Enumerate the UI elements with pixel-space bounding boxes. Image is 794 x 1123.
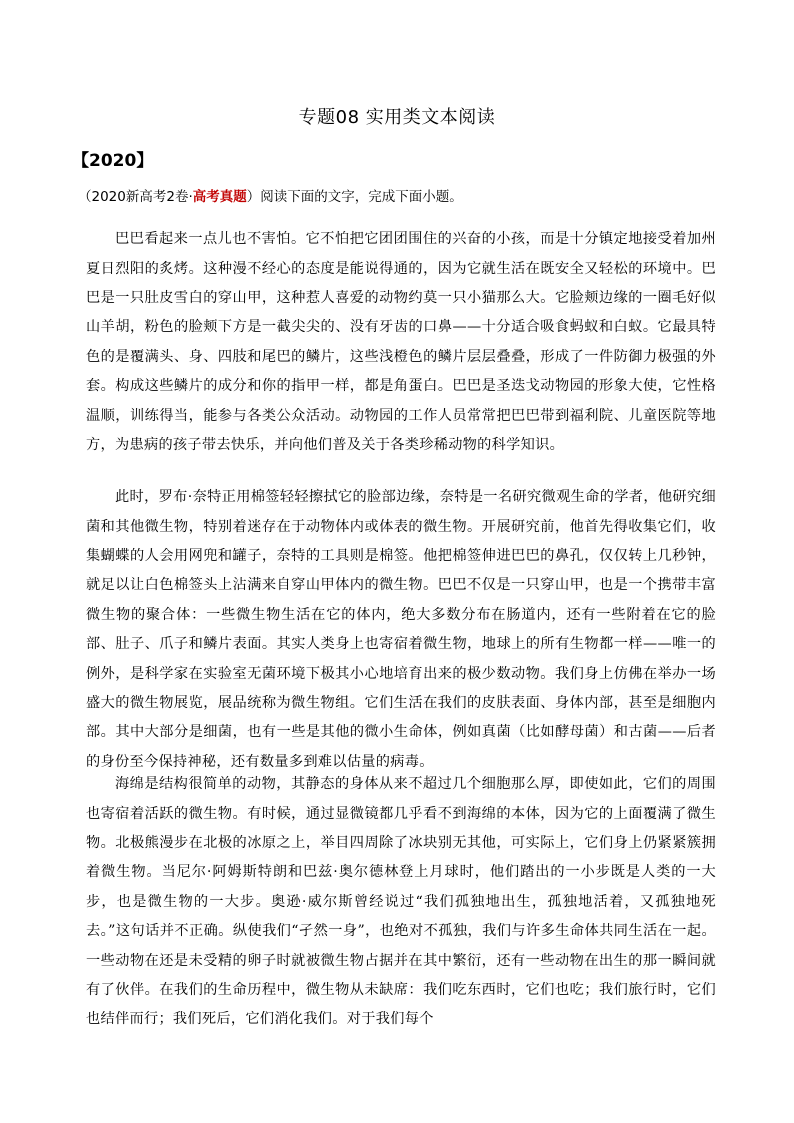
source-suffix: ）阅读下面的文字，完成下面小题。 <box>246 189 463 205</box>
page-title: 专题08 实用类文本阅读 <box>298 107 496 128</box>
passage-paragraph-1: 巴巴看起来一点儿也不害怕。它不怕把它团团围住的兴奋的小孩，而是十分镇定地接受着加州夏日烈阳的炙烤。这种漫不经心的态度是能说得通的，因为它就生活在既安全又轻松的环境中。巴巴是一只肚皮雪白的穿山甲，这种惹人喜爱的动物约莫一只小猫那么大。它脸颊边缘的一圈毛好似山羊胡，粉色的脸颊下方是一截尖尖的、没有牙齿的口鼻——十分适合吸食蚂蚁和白蚁。它最具特色的是覆满头、身、四肢和尾巴的鳞片，这些浅橙色的鳞片层层叠叠，形成了一件防御力极强的外套。构成这些鳞片的成分和你的指甲一样，都是角蛋白。巴巴是圣迭戈动物园的形象大使，它性格温顺，训练得当，能参与各类公众活动。动物园的工作人员常常把巴巴带到福利院、儿童医院等地方，为患病的孩子带去快乐，并向他们普及关于各类珍稀动物的科学知识。 <box>86 231 716 454</box>
passage-paragraph-2: 此时，罗布·奈特正用棉签轻轻擦拭它的脸部边缘，奈特是一名研究微观生命的学者，他研究细菌和其他微生物，特别着迷存在于动物体内或体表的微生物。开展研究前，他首先得收集它们，收集蝴蝶的人会用网兜和罐子，奈特的工具则是棉签。他把棉签伸进巴巴的鼻孔，仅仅转上几秒钟，就足以让白色棉签头上沾满来自穿山甲体内的微生物。巴巴不仅是一只穿山甲，也是一个携带丰富微生物的聚合体：一些微生物生活在它的体内，绝大多数分布在肠道内，还有一些附着在它的脸部、肚子、爪子和鳞片表面。其实人类身上也寄宿着微生物，地球上的所有生物都一样——唯一的例外，是科学家在实验室无菌环境下极其小心地培育出来的极少数动物。我们身上仿佛在举办一场盛大的微生物展览，展品统称为微生物组。它们生活在我们的皮肤表面、身体内部，甚至是细胞内部。其中大部分是细菌，也有一些是其他的微小生命体，例如真菌（比如酵母菌）和古菌——后者的身份至今保持神秘，还有数量多到难以估量的病毒。 <box>86 489 716 770</box>
section-year-heading: 【2020】 <box>72 151 154 171</box>
passage-paragraph-3: 海绵是结构很简单的动物，其静态的身体从来不超过几个细胞那么厚，即使如此，它们的周围也寄宿着活跃的微生物。有时候，通过显微镜都几乎看不到海绵的本体，因为它的上面覆满了微生物。北极熊漫步在北极的冰原之上，举目四周除了冰块别无其他，可实际上，它们身上仍紧紧簇拥着微生物。当尼尔·阿姆斯特朗和巴兹·奥尔德林登上月球时，他们踏出的一小步既是人类的一大步，也是微生物的一大步。奥逊·威尔斯曾经说过“我们孤独地出生，孤独地活着，又孤独地死去。”这句话并不正确。纵使我们“孑然一身”，也绝对不孤独，我们与许多生命体共同生活在一起。一些动物在还是未受精的卵子时就被微生物占据并在其中繁衍，还有一些动物在出生的那一瞬间就有了伙伴。在我们的生命历程中，微生物从未缺席：我们吃东西时，它们也吃；我们旅行时，它们也结伴而行；我们死后，它们消化我们。对于我们每个 <box>86 776 716 1028</box>
source-highlight: 高考真题 <box>192 189 247 205</box>
source-prefix: （2020新高考2卷· <box>78 189 193 205</box>
question-source-line <box>78 185 463 205</box>
